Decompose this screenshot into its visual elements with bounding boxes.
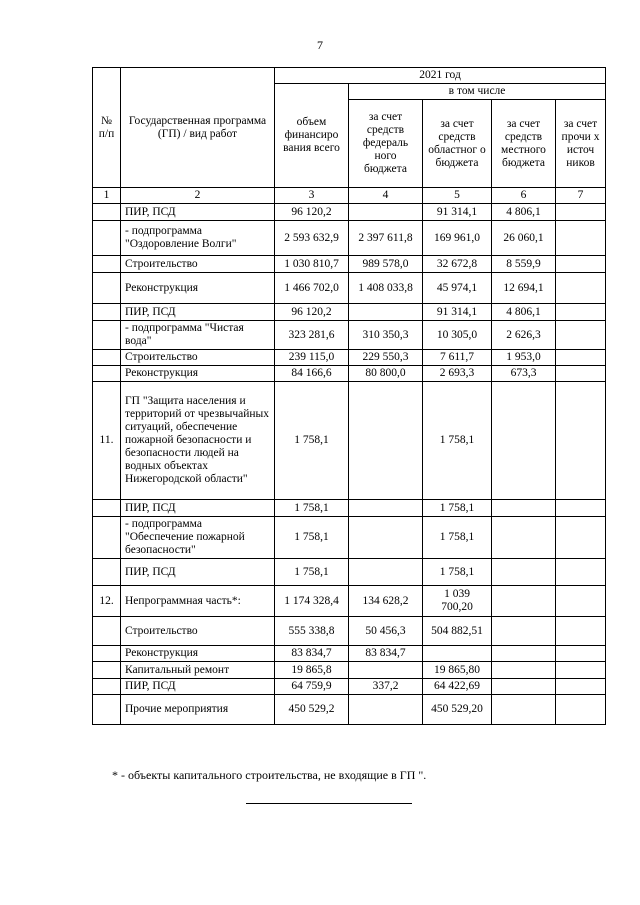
header-num: № п/п xyxy=(93,68,121,188)
other-value xyxy=(556,617,606,646)
other-value xyxy=(556,559,606,586)
regional-value: 504 882,51 xyxy=(423,617,492,646)
total-value: 19 865,8 xyxy=(275,662,349,679)
table-row xyxy=(93,559,606,586)
table-row xyxy=(93,382,606,500)
row-num: 11. xyxy=(93,382,121,500)
row-num xyxy=(93,646,121,662)
header-year: 2021 год xyxy=(275,68,606,84)
total-value: 323 281,6 xyxy=(275,321,349,350)
row-num xyxy=(93,304,121,321)
total-value: 84 166,6 xyxy=(275,366,349,382)
program-name: ПИР, ПСД xyxy=(121,559,275,586)
total-value: 96 120,2 xyxy=(275,204,349,221)
federal-value xyxy=(349,304,423,321)
table-row xyxy=(93,679,606,695)
table-row xyxy=(93,517,606,559)
total-value: 555 338,8 xyxy=(275,617,349,646)
other-value xyxy=(556,366,606,382)
regional-value: 91 314,1 xyxy=(423,204,492,221)
program-name: Реконструкция xyxy=(121,273,275,304)
federal-value xyxy=(349,517,423,559)
row-num xyxy=(93,695,121,725)
total-value: 1 466 702,0 xyxy=(275,273,349,304)
row-num xyxy=(93,256,121,273)
local-value: 12 694,1 xyxy=(492,273,556,304)
other-value xyxy=(556,321,606,350)
local-value xyxy=(492,662,556,679)
local-value: 1 953,0 xyxy=(492,350,556,366)
regional-value: 45 974,1 xyxy=(423,273,492,304)
header-regional: за счет средств областног о бюджета xyxy=(423,100,492,188)
table-row xyxy=(93,204,606,221)
total-value: 96 120,2 xyxy=(275,304,349,321)
other-value xyxy=(556,517,606,559)
other-value xyxy=(556,646,606,662)
federal-value xyxy=(349,662,423,679)
total-value: 1 758,1 xyxy=(275,500,349,517)
divider-line xyxy=(246,803,412,804)
program-name: Капитальный ремонт xyxy=(121,662,275,679)
regional-value: 32 672,8 xyxy=(423,256,492,273)
other-value xyxy=(556,662,606,679)
federal-value xyxy=(349,559,423,586)
total-value: 450 529,2 xyxy=(275,695,349,725)
header-total: объем финансиро вания всего xyxy=(275,84,349,188)
other-value xyxy=(556,695,606,725)
table-row xyxy=(93,695,606,725)
local-value: 2 626,3 xyxy=(492,321,556,350)
row-num xyxy=(93,517,121,559)
total-value: 2 593 632,9 xyxy=(275,221,349,256)
other-value xyxy=(556,586,606,617)
table-row xyxy=(93,350,606,366)
local-value xyxy=(492,500,556,517)
local-value xyxy=(492,517,556,559)
federal-value: 134 628,2 xyxy=(349,586,423,617)
local-value: 4 806,1 xyxy=(492,204,556,221)
federal-value: 50 456,3 xyxy=(349,617,423,646)
header-including: в том числе xyxy=(349,84,606,100)
regional-value: 1 758,1 xyxy=(423,559,492,586)
program-name: ПИР, ПСД xyxy=(121,304,275,321)
row-num xyxy=(93,350,121,366)
index-cell: 1 xyxy=(93,188,121,204)
program-name: ПИР, ПСД xyxy=(121,204,275,221)
federal-value: 337,2 xyxy=(349,679,423,695)
total-value: 1 758,1 xyxy=(275,559,349,586)
local-value: 673,3 xyxy=(492,366,556,382)
regional-value: 10 305,0 xyxy=(423,321,492,350)
total-value: 83 834,7 xyxy=(275,646,349,662)
row-num xyxy=(93,366,121,382)
table-row xyxy=(93,586,606,617)
local-value: 4 806,1 xyxy=(492,304,556,321)
table-row xyxy=(93,617,606,646)
footnote: * - объекты капитального строительства, не входящие в ГП ". xyxy=(112,768,427,782)
regional-value: 7 611,7 xyxy=(423,350,492,366)
other-value xyxy=(556,350,606,366)
regional-value: 1 039 700,20 xyxy=(423,586,492,617)
table-row xyxy=(93,221,606,256)
federal-value xyxy=(349,500,423,517)
index-cell: 3 xyxy=(275,188,349,204)
other-value xyxy=(556,382,606,500)
program-name: ПИР, ПСД xyxy=(121,500,275,517)
regional-value: 450 529,20 xyxy=(423,695,492,725)
regional-value: 2 693,3 xyxy=(423,366,492,382)
index-cell: 4 xyxy=(349,188,423,204)
table-row xyxy=(93,321,606,350)
local-value xyxy=(492,559,556,586)
program-name: Прочие мероприятия xyxy=(121,695,275,725)
row-num xyxy=(93,321,121,350)
index-cell: 6 xyxy=(492,188,556,204)
index-cell: 5 xyxy=(423,188,492,204)
program-name: Строительство xyxy=(121,350,275,366)
header-federal: за счет средств федераль ного бюджета xyxy=(349,100,423,188)
program-name: Реконструкция xyxy=(121,646,275,662)
other-value xyxy=(556,679,606,695)
other-value xyxy=(556,304,606,321)
table-row xyxy=(93,273,606,304)
row-num xyxy=(93,679,121,695)
regional-value: 1 758,1 xyxy=(423,517,492,559)
financing-table xyxy=(92,67,606,725)
table-row xyxy=(93,662,606,679)
regional-value: 91 314,1 xyxy=(423,304,492,321)
row-num: 12. xyxy=(93,586,121,617)
federal-value xyxy=(349,382,423,500)
header-other: за счет прочи х источ ников xyxy=(556,100,606,188)
table-row xyxy=(93,304,606,321)
program-name: Строительство xyxy=(121,256,275,273)
program-name: - подпрограмма "Чистая вода" xyxy=(121,321,275,350)
program-name: Реконструкция xyxy=(121,366,275,382)
row-num xyxy=(93,500,121,517)
index-row xyxy=(93,188,606,204)
row-num xyxy=(93,662,121,679)
regional-value xyxy=(423,646,492,662)
other-value xyxy=(556,221,606,256)
table-row xyxy=(93,500,606,517)
total-value: 239 115,0 xyxy=(275,350,349,366)
table-row xyxy=(93,366,606,382)
regional-value: 1 758,1 xyxy=(423,500,492,517)
table-row xyxy=(93,256,606,273)
row-num xyxy=(93,221,121,256)
federal-value xyxy=(349,204,423,221)
other-value xyxy=(556,500,606,517)
row-num xyxy=(93,559,121,586)
other-value xyxy=(556,273,606,304)
program-name: - подпрограмма "Обеспечение пожарной безопасности" xyxy=(121,517,275,559)
regional-value: 64 422,69 xyxy=(423,679,492,695)
page-number: 7 xyxy=(317,38,323,52)
program-name: ГП "Защита населения и территорий от чрезвычайных ситуаций, обеспечение пожарной безопасности и безопасности людей на водных объектах Нижегородской области" xyxy=(121,382,275,500)
regional-value: 19 865,80 xyxy=(423,662,492,679)
federal-value xyxy=(349,695,423,725)
program-name: Непрограммная часть*: xyxy=(121,586,275,617)
local-value: 26 060,1 xyxy=(492,221,556,256)
header-program: Государственная программа (ГП) / вид работ xyxy=(121,68,275,188)
federal-value: 80 800,0 xyxy=(349,366,423,382)
row-num xyxy=(93,617,121,646)
local-value xyxy=(492,695,556,725)
federal-value: 989 578,0 xyxy=(349,256,423,273)
other-value xyxy=(556,204,606,221)
local-value xyxy=(492,382,556,500)
total-value: 1 758,1 xyxy=(275,517,349,559)
local-value xyxy=(492,586,556,617)
local-value xyxy=(492,646,556,662)
total-value: 64 759,9 xyxy=(275,679,349,695)
other-value xyxy=(556,256,606,273)
federal-value: 229 550,3 xyxy=(349,350,423,366)
federal-value: 310 350,3 xyxy=(349,321,423,350)
total-value: 1 758,1 xyxy=(275,382,349,500)
program-name: Строительство xyxy=(121,617,275,646)
federal-value: 2 397 611,8 xyxy=(349,221,423,256)
regional-value: 1 758,1 xyxy=(423,382,492,500)
local-value xyxy=(492,679,556,695)
local-value: 8 559,9 xyxy=(492,256,556,273)
federal-value: 83 834,7 xyxy=(349,646,423,662)
row-num xyxy=(93,273,121,304)
index-cell: 2 xyxy=(121,188,275,204)
header-local: за счет средств местного бюджета xyxy=(492,100,556,188)
total-value: 1 174 328,4 xyxy=(275,586,349,617)
total-value: 1 030 810,7 xyxy=(275,256,349,273)
local-value xyxy=(492,617,556,646)
regional-value: 169 961,0 xyxy=(423,221,492,256)
program-name: - подпрограмма "Оздоровление Волги" xyxy=(121,221,275,256)
row-num xyxy=(93,204,121,221)
index-cell: 7 xyxy=(556,188,606,204)
program-name: ПИР, ПСД xyxy=(121,679,275,695)
federal-value: 1 408 033,8 xyxy=(349,273,423,304)
table-row xyxy=(93,646,606,662)
